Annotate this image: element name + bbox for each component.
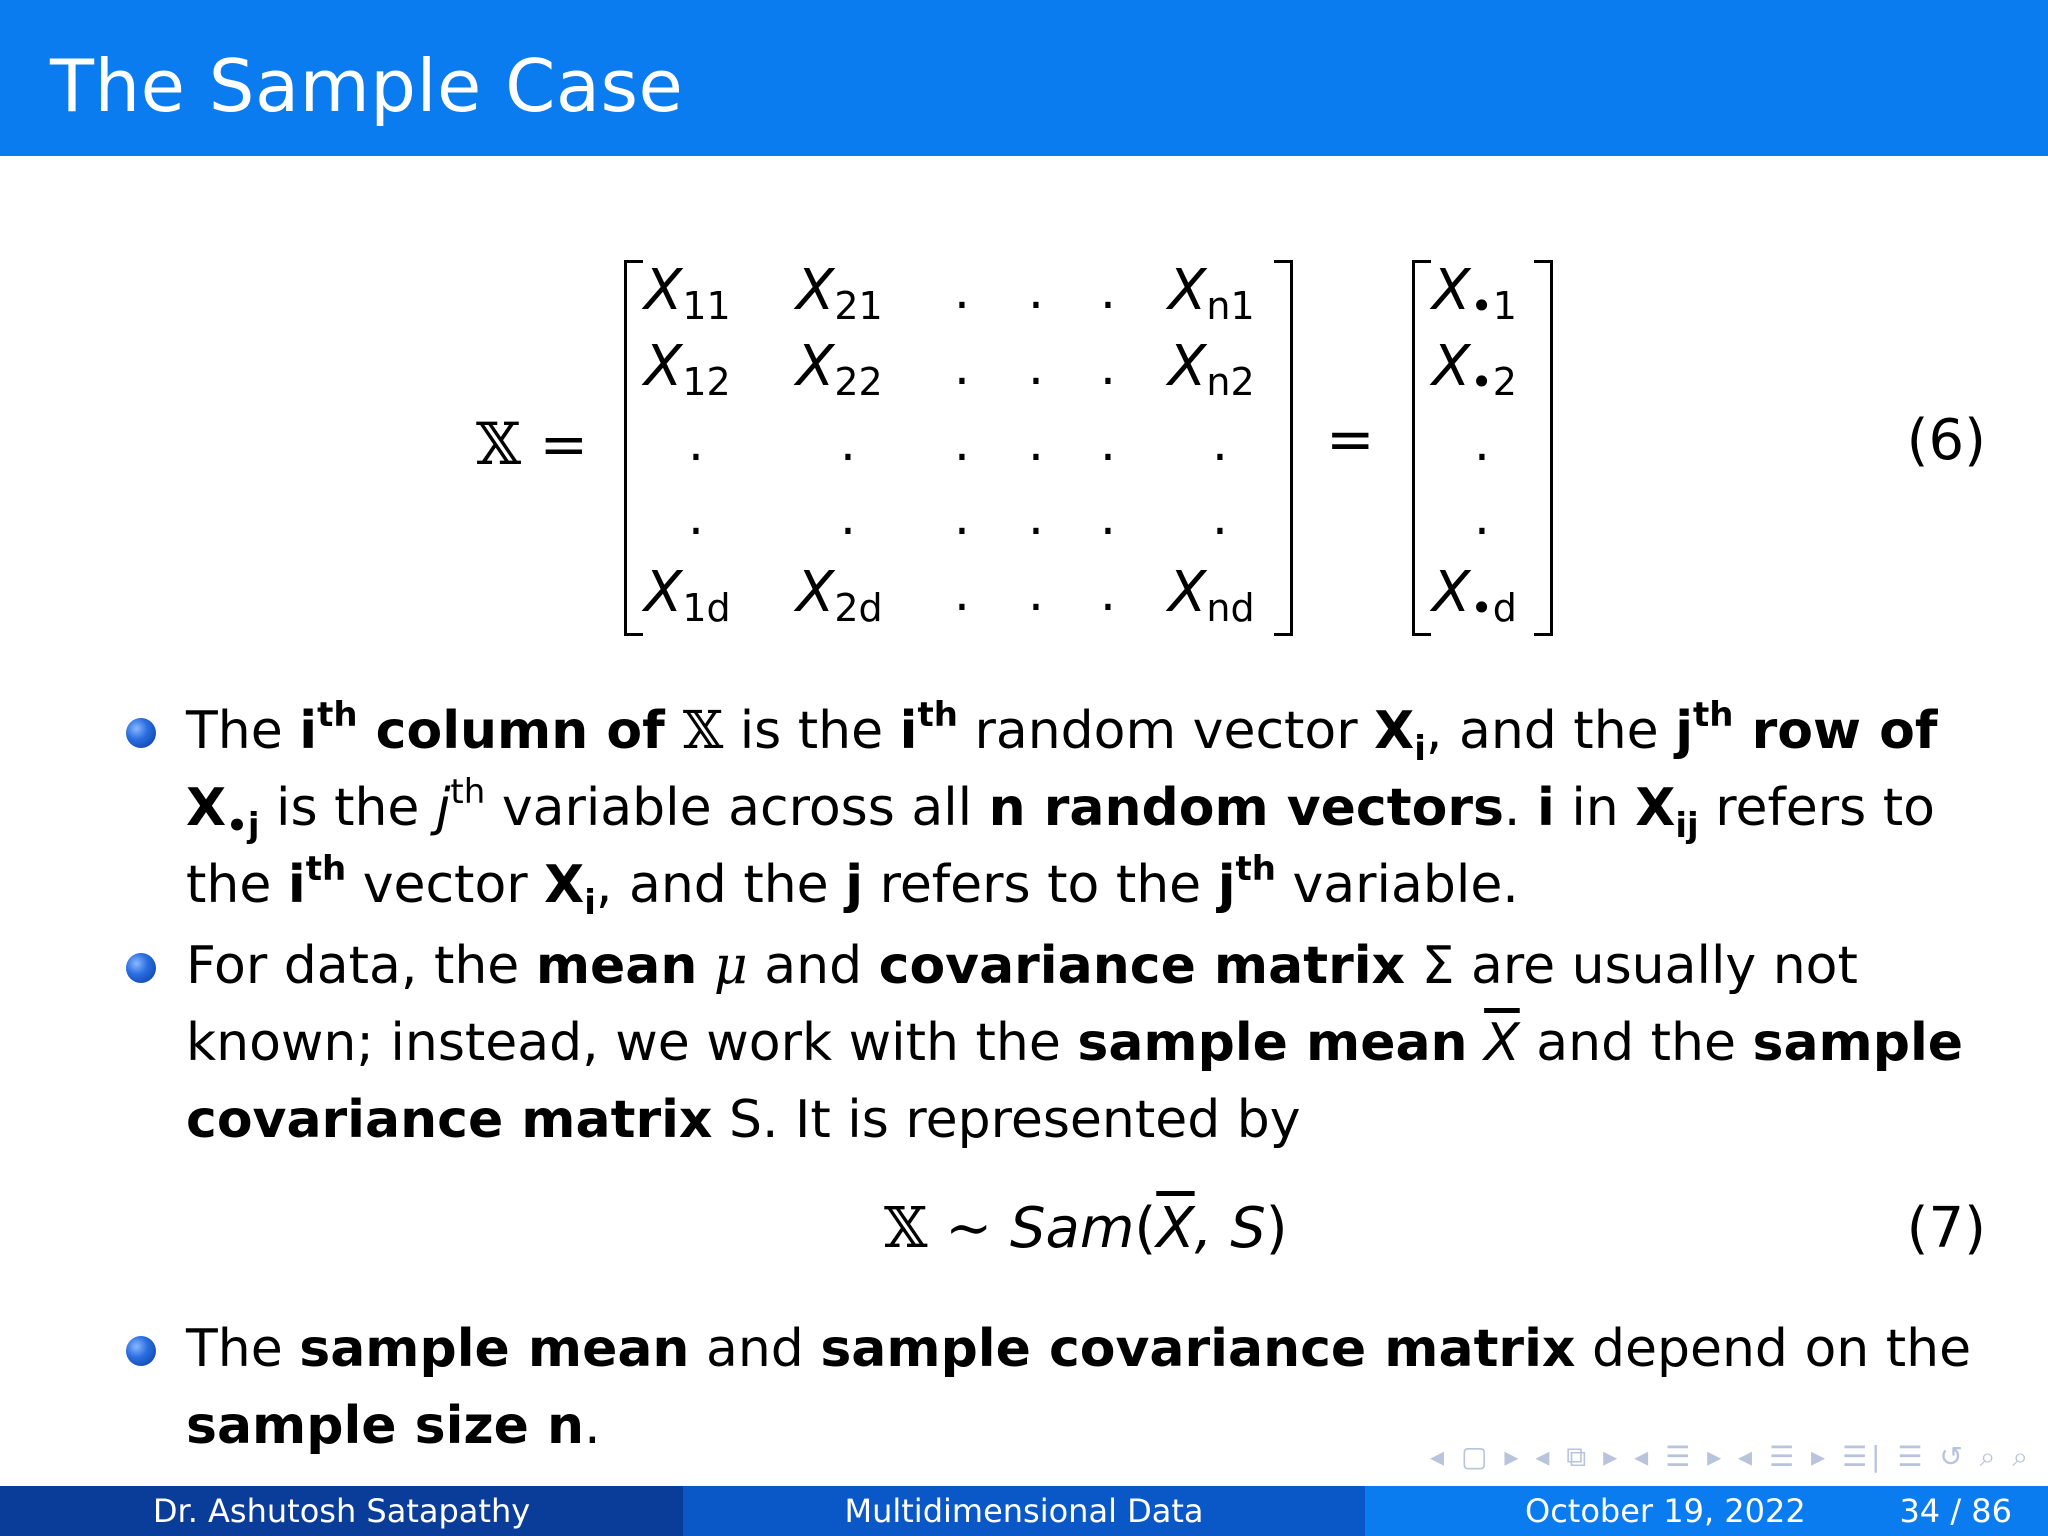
eq6-equals: = — [1326, 405, 1375, 473]
vector-cell: $X_{•1}$ — [1432, 258, 1517, 328]
matrix-cell: . — [1028, 488, 1044, 546]
matrix-cell: . — [1028, 564, 1044, 622]
matrix-subscript: 2d — [834, 586, 883, 630]
matrix-cell: . — [1028, 262, 1044, 320]
matrix-cell: $X_{21}$ — [796, 258, 883, 328]
eq7-label: (7) — [1906, 1196, 1986, 1261]
vector-cell: $X_{•2}$ — [1432, 334, 1517, 404]
matrix-subscript: •d — [1470, 586, 1517, 630]
matrix-cell: $X_{1d}$ — [644, 560, 731, 630]
matrix-cell: . — [954, 338, 970, 396]
matrix-cell: . — [688, 488, 704, 546]
matrix-cell: . — [1100, 488, 1116, 546]
beamer-navigation[interactable]: ◂ ▢ ▸ ◂ ⧉ ▸ ◂ ☰ ▸ ◂ ☰ ▸ ☰| ☰ ↺ ⌕ ⌕ — [1430, 1440, 2032, 1473]
matrix-cell: . — [688, 414, 704, 472]
matrix-left-bracket — [624, 260, 643, 636]
bullet-marker — [126, 1336, 156, 1366]
matrix-cell: . — [1100, 262, 1116, 320]
matrix-subscript: n1 — [1206, 284, 1255, 328]
matrix-cell: . — [1028, 414, 1044, 472]
footer — [0, 1486, 2048, 1536]
equation-6 — [0, 250, 2048, 640]
matrix-cell: . — [840, 488, 856, 546]
matrix-cell: . — [954, 488, 970, 546]
vector-cell: . — [1474, 488, 1490, 546]
page-number: 34 / 86 — [1899, 1492, 2012, 1530]
matrix-cell: $X_{n1}$ — [1168, 258, 1255, 328]
matrix-right-bracket — [1274, 260, 1293, 636]
eq6-label: (6) — [1906, 408, 1986, 473]
matrix-cell: . — [1100, 564, 1116, 622]
footer-title: Multidimensional Data — [683, 1486, 1365, 1536]
matrix-subscript: 1d — [682, 586, 731, 630]
vector-cell: . — [1474, 414, 1490, 472]
matrix-subscript: 21 — [834, 284, 883, 328]
matrix-subscript: 12 — [682, 360, 731, 404]
vector-right-bracket — [1534, 260, 1553, 636]
matrix-cell: . — [1100, 414, 1116, 472]
matrix-cell: . — [1028, 338, 1044, 396]
matrix-cell: $X_{n2}$ — [1168, 334, 1255, 404]
matrix-cell: . — [1212, 414, 1228, 472]
matrix-cell: . — [954, 262, 970, 320]
vector-left-bracket — [1412, 260, 1431, 636]
matrix-cell: . — [954, 414, 970, 472]
title-bar — [0, 0, 2048, 156]
footer-date-page — [1365, 1486, 2048, 1536]
matrix-cell: $X_{nd}$ — [1168, 560, 1255, 630]
vector-cell: $X_{•d}$ — [1432, 560, 1517, 630]
footer-date: October 19, 2022 — [1525, 1492, 1806, 1530]
matrix-subscript: n2 — [1206, 360, 1255, 404]
matrix-cell: . — [840, 414, 856, 472]
matrix-cell: . — [1100, 338, 1116, 396]
matrix-cell: $X_{2d}$ — [796, 560, 883, 630]
footer-author: Dr. Ashutosh Satapathy — [0, 1486, 683, 1536]
bullet-marker — [126, 953, 156, 983]
matrix-cell: $X_{12}$ — [644, 334, 731, 404]
matrix-subscript: •1 — [1470, 284, 1517, 328]
matrix-cell: . — [954, 564, 970, 622]
matrix-subscript: 11 — [682, 284, 731, 328]
matrix-cell: . — [1212, 488, 1228, 546]
equation-7: 𝕏 ∼ $Sam(\overline{X}$, S) — [884, 1196, 1288, 1261]
matrix-cell: $X_{22}$ — [796, 334, 883, 404]
bullet-marker — [126, 718, 156, 748]
bullet-2: For data, the mean μ and covariance matrix Σ are usually not known; instead, we work with the sample mean $\overline{X}$ and the sample covariance matrix S. It is represented by — [186, 936, 1964, 1150]
bullet-1: The $i^{th}$ column of 𝕏 is the $i^{th}$ random vector $X_i$, and the $j^{th}$ row of $X_{•j}$ is the $j^{th}$ variable across all n random vectors. i in $X_{ij}$ refers to the $i^{th}$ vector $X_i$, and the j refers to the $j^{th}$ variable. — [186, 695, 1938, 923]
matrix-subscript: •2 — [1470, 360, 1517, 404]
eq6-lhs: 𝕏 = — [476, 410, 589, 478]
matrix-subscript: 22 — [834, 360, 883, 404]
slide-title: The Sample Case — [50, 44, 684, 128]
matrix-cell: $X_{11}$ — [644, 258, 731, 328]
matrix-subscript: nd — [1206, 586, 1255, 630]
bullet-3: The sample mean and sample covariance matrix depend on the sample size n. — [186, 1319, 1972, 1456]
